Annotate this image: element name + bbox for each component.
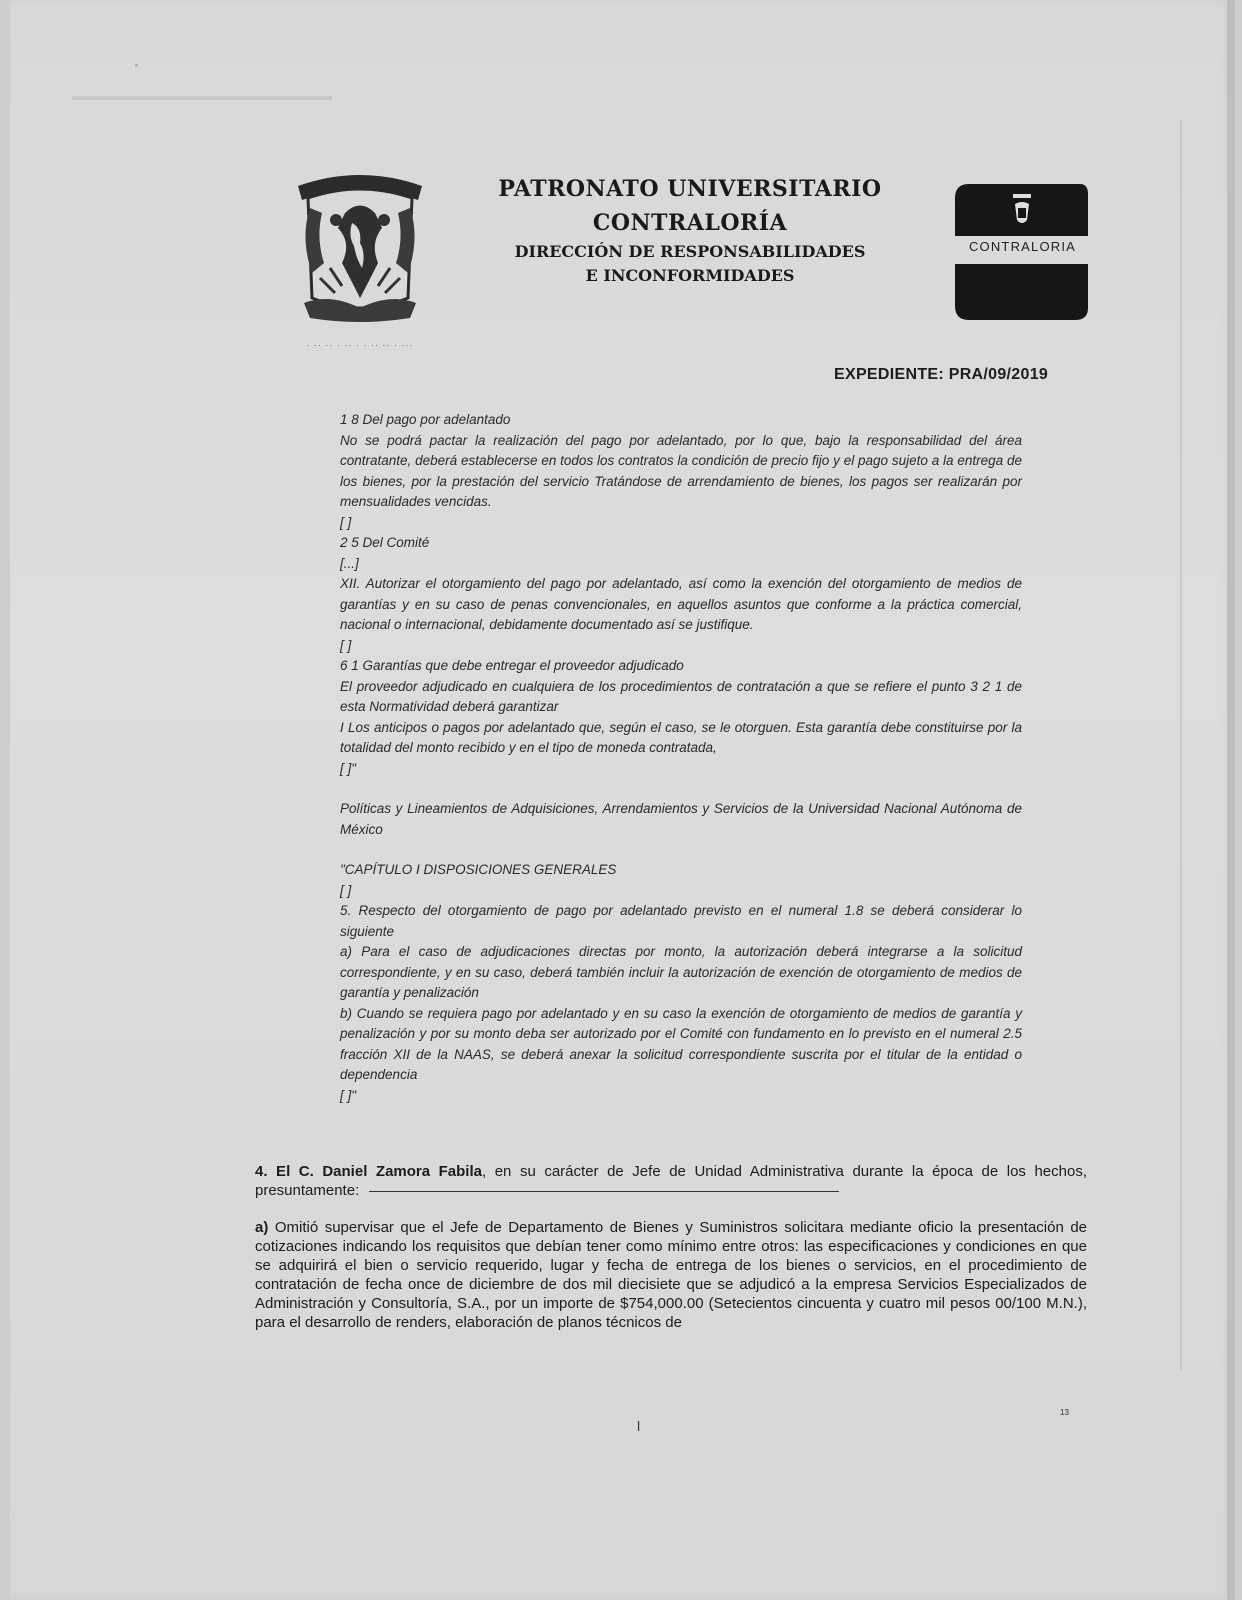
ellipsis-bracket: [ ]" xyxy=(340,1087,357,1103)
unam-seal-logo xyxy=(290,168,430,328)
quote-heading: 6 1 Garantías que debe entregar el proveedor adjudicado xyxy=(340,658,684,673)
ellipsis-bracket: [ ] xyxy=(340,637,352,653)
quote-paragraph: a) Para el caso de adjudicaciones directas por monto, la autorización deberá integrarse a la solicitud correspondiente, y en su caso, deberá también incluir la autorización de exención de otorgamiento de medios de garantía y penalización xyxy=(340,944,1022,1000)
seal-caption: · ·· ·· · ·· · · ·· ·· · ··· xyxy=(306,340,414,350)
paragraph-text: , en su carácter de Jefe de Unidad Administrativa durante la época de los hechos, presuntamente: xyxy=(255,1163,1088,1199)
scan-line xyxy=(1180,120,1182,1370)
ellipsis-bracket: [ ]" xyxy=(340,760,357,776)
department-line2: E INCONFORMIDADES xyxy=(585,266,795,285)
quote-heading: 1 8 Del pago por adelantado xyxy=(340,412,511,427)
ellipsis-bracket: [ ] xyxy=(340,882,352,898)
quote-paragraph: XII. Autorizar el otorgamiento del pago por adelantado, así como la exención del otorgamiento de medios de garantías y en su caso de penas convencionales, en aquellos asuntos que conforme a la práctica comercial, nacional o internacional, debidamente documentado así se justifique. xyxy=(340,576,1022,632)
page-number: 13 xyxy=(1060,1408,1069,1417)
item-label: a) xyxy=(255,1219,269,1236)
quote-paragraph: El proveedor adjudicado en cualquiera de los procedimientos de contratación a que se refiere el punto 3 2 1 de esta Normatividad deberá garantizar xyxy=(340,678,1022,714)
ellipsis-bracket: [...] xyxy=(340,555,359,571)
paragraph-number: 4. El C. xyxy=(255,1163,323,1180)
paragraph-text: Omitió supervisar que el Jefe de Departamento de Bienes y Suministros solicitara mediante oficio la presentación de cotizaciones indicando los requisitos que debían tener como mínimo entre otros: las especificaciones y condiciones en que se adquirirá el bien o servicio requerido, lugar y fecha de entrega de los bienes o servicios, en el procedimiento de contratación de fecha once de diciembre de dos mil diecisiete que se adjudicó a la empresa Servicios Especializados de Administración y Consultoría, S.A., por un importe de $754,000.00 (Setecientos cincuenta y cuatro mil pesos 00/100 M.N.), para el desarrollo de renders, elaboración de planos técnicos de xyxy=(255,1219,1087,1331)
institution-name: PATRONATO UNIVERSITARIO xyxy=(498,176,882,202)
person-name: Daniel Zamora Fabila xyxy=(322,1163,482,1180)
quote-paragraph: 5. Respecto del otorgamiento de pago por adelantado previsto en el numeral 1.8 se deberá considerar lo siguiente xyxy=(340,903,1022,939)
contraloria-logo-text: CONTRALORIA xyxy=(968,239,1077,254)
scan-smudge xyxy=(72,96,332,100)
body-paragraph-a xyxy=(255,1218,1087,1332)
department-line1: DIRECCIÓN DE RESPONSABILIDADES xyxy=(514,242,866,261)
quote-chapter-heading: "CAPÍTULO I DISPOSICIONES GENERALES xyxy=(340,862,617,877)
fill-line xyxy=(369,1191,839,1192)
footer-mark: l xyxy=(637,1418,641,1434)
body-paragraph-4 xyxy=(255,1162,1087,1200)
ellipsis-bracket: [ ] xyxy=(340,514,352,530)
quoted-regulation-block xyxy=(332,410,1022,1106)
document-header xyxy=(470,172,910,288)
quote-source-title: Políticas y Lineamientos de Adquisiciones, Arrendamientos y Servicios de la Universidad Nacional Autónoma de México xyxy=(340,801,1022,837)
quote-paragraph: I Los anticipos o pagos por adelantado que, según el caso, se le otorguen. Esta garantía debe constituirse por la totalidad del monto recibido y en el tipo de moneda contratada, xyxy=(340,719,1022,755)
quote-heading: 2 5 Del Comité xyxy=(340,535,430,550)
paper-edge xyxy=(1227,0,1235,1600)
quote-paragraph: b) Cuando se requiera pago por adelantado y en su caso la exención de otorgamiento de medios de garantía y penalización y por su monto deba ser autorizado por el Comité con fundamento en lo previsto en el numeral 2.5 fracción XII de la NAAS, se deberá anexar la solicitud correspondiente suscrita por el titular de la entidad o dependencia xyxy=(340,1005,1022,1082)
main-body xyxy=(255,1162,1087,1332)
contraloria-logo xyxy=(955,180,1090,325)
quote-paragraph: No se podrá pactar la realización del pago por adelantado, por lo que, bajo la responsabilidad del área contratante, deberá establecerse en todos los contratos la condición de precio fijo y el pago sujeto a la entrega de los bienes, por la prestación del servicio Tratándose de arrendamiento de bienes, los pagos ser realizarán por mensualidades vencidas. xyxy=(340,432,1022,509)
scan-speck xyxy=(135,64,138,67)
case-number: EXPEDIENTE: PRA/09/2019 xyxy=(834,366,1049,383)
office-name: CONTRALORÍA xyxy=(592,210,788,236)
